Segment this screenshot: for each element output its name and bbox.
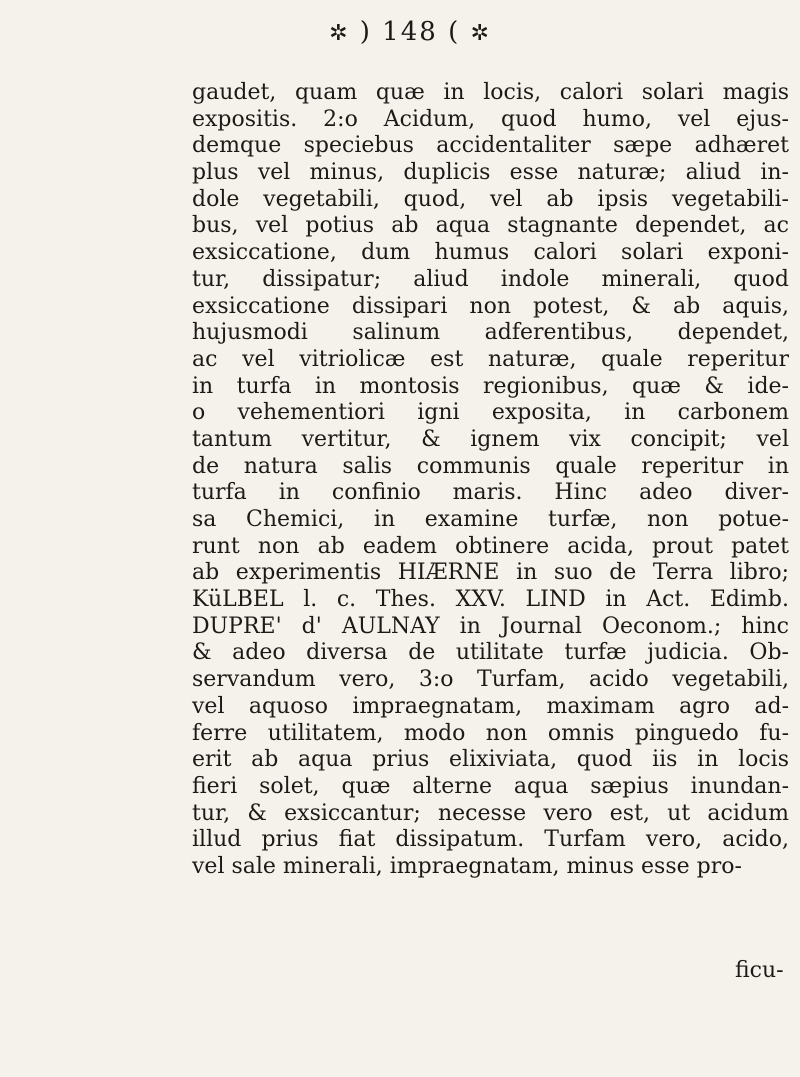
left-ornament-icon: ✲ [329,21,350,46]
text-line: vel aquoso impraegnatam, maximam agro ad- [192,693,789,719]
text-line: tur, dissipatur; aliud indole minerali, quod [192,266,789,292]
text-line: exsiccatione dissipari non potest, & ab aquis, [192,293,789,319]
text-line: bus, vel potius ab aqua stagnante dependet, ac [192,213,789,239]
text-line: DUPRE' d' AULNAY in Journal Oeconom.; hinc [192,613,789,639]
text-line: hujusmodi salinum adferentibus, dependet, [192,320,789,346]
text-line: fieri solet, quæ alterne aqua sæpius inundan- [192,773,789,799]
text-line: plus vel minus, duplicis esse naturæ; aliud in- [192,160,789,186]
text-line: exsiccatione, dum humus calori solari exponi- [192,240,789,266]
text-line: expositis. 2:o Acidum, quod humo, vel ejus- [192,106,789,132]
page-number: ) 148 ( [359,17,461,47]
text-line: turfa in confinio maris. Hinc adeo diver- [192,480,789,506]
text-line: o vehementiori igni exposita, in carbonem [192,400,789,426]
text-line: KüLBEL l. c. Thes. XXV. LIND in Act. Edimb. [192,587,789,613]
text-line: vel sale minerali, impraegnatam, minus esse pro- [192,853,742,879]
text-line: servandum vero, 3:o Turfam, acido vegetabili, [192,667,789,693]
right-ornament-icon: ✲ [470,21,491,46]
text-line: in turfa in montosis regionibus, quæ & ide- [192,373,789,399]
text-line: de natura salis communis quale reperitur in [192,453,789,479]
page-header [230,12,590,54]
text-line: ac vel vitriolicæ est naturæ, quale reperitur [192,346,789,372]
text-line: dole vegetabili, quod, vel ab ipsis vegetabili- [192,186,789,212]
text-line: ferre utilitatem, modo non omnis pinguedo fu- [192,720,789,746]
text-line: tantum vertitur, & ignem vix concipit; vel [192,426,789,452]
text-line: gaudet, quam quæ in locis, calori solari magis [192,80,789,105]
body-text [192,80,789,881]
text-line: erit ab aqua prius elixiviata, quod iis in locis [192,747,789,773]
catchword: ficu- [735,958,784,983]
text-line: tur, & exsiccantur; necesse vero est, ut acidum [192,800,789,826]
text-line: sa Chemici, in examine turfæ, non potue- [192,507,789,532]
text-line: runt non ab eadem obtinere acida, prout patet [192,533,789,559]
text-line: ab experimentis HIÆRNE in suo de Terra libro; [192,560,789,586]
text-line: illud prius fiat dissipatum. Turfam vero, acido, [192,827,789,853]
text-line: demque speciebus accidentaliter sæpe adhæret [192,133,789,159]
text-line: & adeo diversa de utilitate turfæ judicia. Ob- [192,640,789,666]
